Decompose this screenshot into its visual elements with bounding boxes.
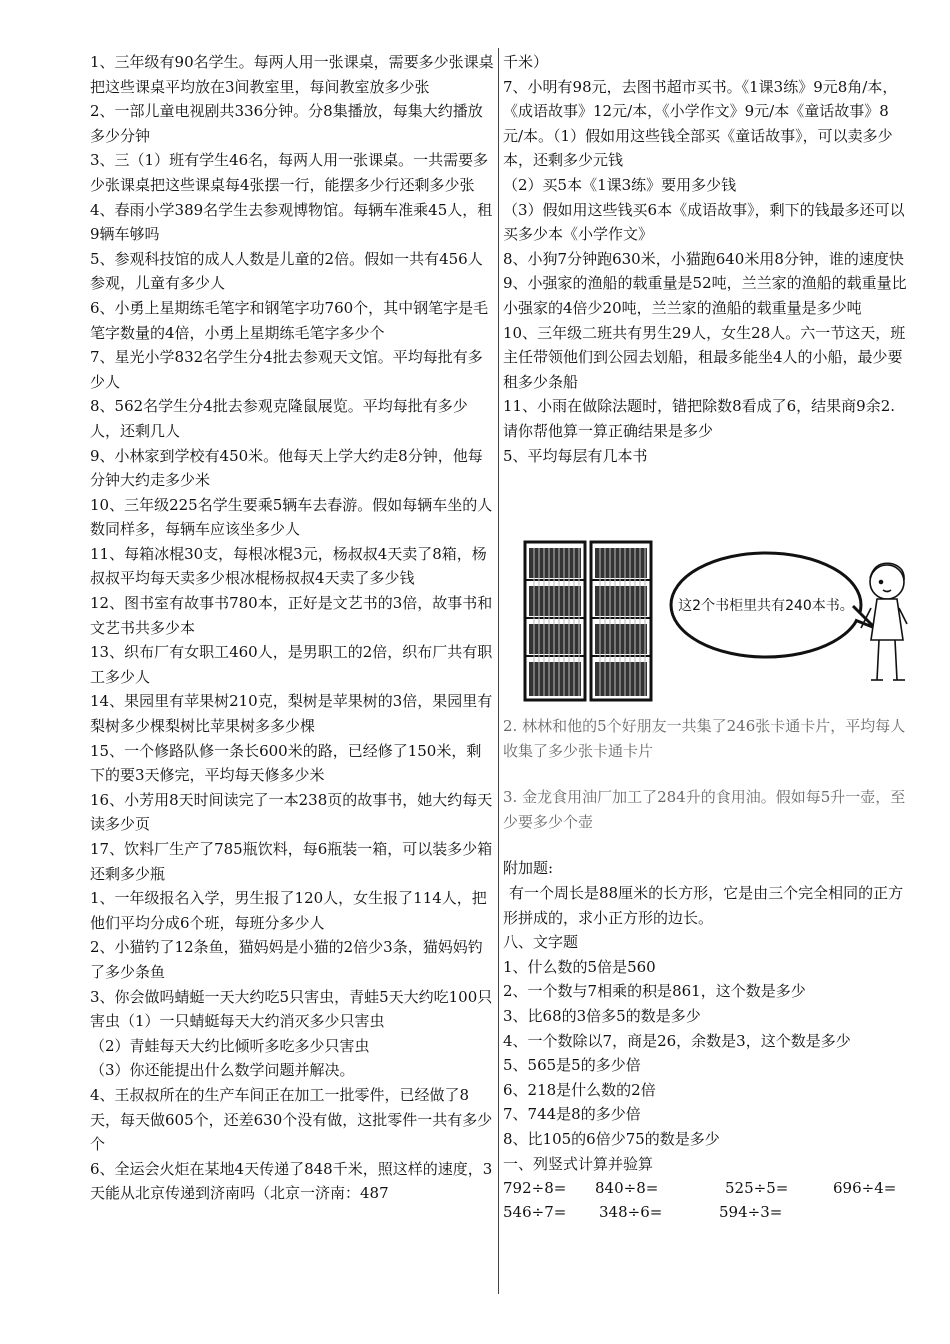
problem: 7、小明有98元，去图书超市买书。《1课3练》9元8角/本，《成语故事》12元/本，《小学作文》9元/本《童话故事》8元/本。（1）假如用这些钱全部买《童话故事》，可以卖多少本，还剩多少元钱 [503,77,898,170]
problem: 11、每箱冰棍30支，每根冰棍3元，杨叔叔4天卖了8箱，杨叔叔平均每天卖多少根冰棍杨叔叔4天卖了多少钱 [90,544,487,588]
calc-row [503,1200,908,1224]
word-problem: 8、比105的6倍少75的数是多少 [503,1130,720,1148]
bookshelf-illustration [503,520,908,710]
extra-title: 附加题: [503,859,554,878]
calc-item: 546÷7= [503,1203,567,1222]
word-problem: 3、比68的3倍多5的数是多少 [503,1007,701,1026]
word-problem: 6、218是什么数的2倍 [503,1080,656,1099]
bookshelf-image [503,520,908,710]
problem: 3、你会做吗蜻蜓一天大约吃5只害虫，青蛙5天大约吃100只害虫（1）一只蜻蜓每天大约消灭多少只害虫 [90,987,493,1031]
problem: 1、一年级报名入学，男生报了120人，女生报了114人，把他们平均分成6个班，每班分多少人 [90,889,487,932]
problem: 千米） [503,53,549,71]
calc-item: 840÷8= [595,1179,659,1198]
problem: 15、一个修路队修一条长600米的路，已经修了150米，剩下的要3天修完，平均每天修多少米 [90,741,482,785]
bookshelf-icon [591,542,651,700]
problem: （3）假如用这些钱买6本《成语故事》，剩下的钱最多还可以买多少本《小学作文》 [503,200,905,244]
problem: 2、一部儿童电视剧共336分钟。分8集播放，每集大约播放多少分钟 [90,102,483,145]
left-column [90,50,495,1206]
problem: （2）买5本《1课3练》要用多少钱 [503,175,737,194]
word-problem: 4、一个数除以7，商是26，余数是3，这个数是多少 [503,1031,851,1050]
problem: 13、织布厂有女职工460人，是男职工的2倍，织布厂共有职工多少人 [90,643,493,686]
extra-problem: 有一个周长是88厘米的长方形，它是由三个完全相同的正方形拼成的，求小正方形的边长。 [503,884,904,927]
problem: 16、小芳用8天时间读完了一本238页的故事书，她大约每天读多少页 [90,790,493,834]
calc-item: 525÷5= [725,1179,789,1198]
calc-item: 792÷8= [503,1179,567,1198]
problem: 4、王叔叔所在的生产车间正在加工一批零件，已经做了8天，每天做605个，还差630个没有做，这批零件一共有多少个 [90,1085,493,1154]
spacer [503,834,908,856]
problem: 11、小雨在做除法题时，错把除数8看成了6，结果商9余2.请你帮他算一算正确结果是多少 [503,397,896,440]
calculation-grid [503,1176,908,1224]
problem: 10、三年级二班共有男生29人，女生28人。六一节这天，班主任带领他们到公园去划船，租最多能坐4人的小船，最少要租多少条船 [503,323,906,391]
column-divider [498,48,499,1294]
problem: 6、全运会火炬在某地4天传递了848千米，照这样的速度，3天能从北京传递到济南吗（北京一济南：487 [90,1159,493,1203]
problem: 9、小林家到学校有450米。他每天上学大约走8分钟，他每分钟大约走多少米 [90,446,483,490]
calc-item: 348÷6= [599,1203,663,1222]
problem: 4、春雨小学389名学生去参观博物馆。每辆车准乘45人，租9辆车够吗 [90,200,493,244]
problem: （3）你还能提出什么数学问题并解决。 [90,1061,355,1080]
speech-bubble-icon [671,553,875,657]
bookshelf-icon [525,542,585,700]
problem: 6、小勇上星期练毛笔字和钢笔字功760个，其中钢笔字是毛笔字数量的4倍，小勇上星期练毛笔字多少个 [90,298,489,342]
problem: （2）青蛙每天大约比倾听多吃多少只害虫 [90,1036,370,1055]
calc-item: 696÷4= [833,1179,897,1198]
problem: 7、星光小学832名学生分4批去参观天文馆。平均每批有多少人 [90,348,483,391]
problem: 3. 金龙食用油厂加工了284升的食用油。假如每5升一壶，至少要多少个壶 [503,788,906,831]
problem: 9、小强家的渔船的载重量是52吨，兰兰家的渔船的载重量比小强家的4倍少20吨，兰兰家的渔船的载重量是多少吨 [503,274,907,317]
problem: 10、三年级225名学生要乘5辆车去春游。假如每辆车坐的人数同样多，每辆车应该坐多少人 [90,495,493,539]
problem: 5、平均每层有几本书 [503,446,648,465]
problem: 2. 林林和他的5个好朋友一共集了246张卡通卡片，平均每人收集了多少张卡通卡片 [503,717,906,760]
bubble-text: 这2个书柜里共有240本书。 [678,598,854,615]
right-column [503,50,908,1224]
problem: 12、图书室有故事书780本，正好是文艺书的3倍，故事书和文艺书共多少本 [90,594,493,637]
word-problem: 5、565是5的多少倍 [503,1056,641,1075]
word-problem: 1、什么数的5倍是560 [503,957,656,976]
section-1-title: 一、列竖式计算并验算 [503,1154,654,1173]
word-problem: 2、一个数与7相乘的积是861，这个数是多少 [503,982,806,1001]
problem: 1、三年级有90名学生。每两人用一张课桌，需要多少张课桌把这些课桌平均放在3间教室里，每间教室放多少张 [90,53,494,96]
section-8-title: 八、文字题 [503,933,579,952]
calc-row [503,1176,908,1200]
problem: 8、小狗7分钟跑630米，小猫跑640米用8分钟，谁的速度快 [503,249,904,268]
problem: 17、饮料厂生产了785瓶饮料，每6瓶装一箱，可以装多少箱还剩多少瓶 [90,840,493,883]
problem: 8、562名学生分4批去参观克隆鼠展览。平均每批有多少人，还剩几人 [90,397,468,440]
calc-item: 594÷3= [719,1203,783,1222]
problem: 14、果园里有苹果树210克，梨树是苹果树的3倍，果园里有梨树多少棵梨树比苹果树多多少棵 [90,692,493,736]
problem: 2、小猫钓了12条鱼，猫妈妈是小猫的2倍少3条，猫妈妈钓了多少条鱼 [90,938,483,981]
word-problem: 7、744是8的多少倍 [503,1105,641,1124]
problem: 3、三（1）班有学生46名，每两人用一张课桌。一共需要多少张课桌把这些课桌每4张摆一行，能摆多少行还剩多少张 [90,151,489,194]
problem: 5、参观科技馆的成人人数是儿童的2倍。假如一共有456人参观，儿童有多少人 [90,249,483,293]
spacer [503,763,908,785]
